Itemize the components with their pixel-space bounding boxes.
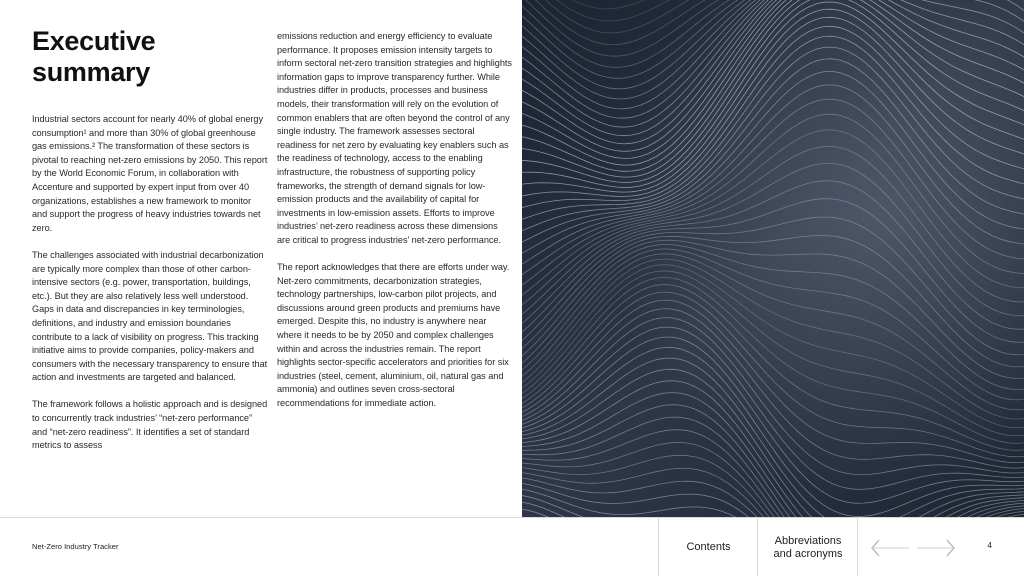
wave-lines-graphic [522,0,1024,517]
page-title: Executive summary [32,26,156,87]
paragraph: The report acknowledges that there are efforts under way. Net-zero commitments, decarbonization strategies, technology partnerships, low-carbon pilot projects, and discussions around green products and premiums have emerged. Despite this, no industry is anywhere near where it needs to be by 2050 and complex challenges within and across the industries remain. The report highlights sector-specific accelerators and priorities for six industries (steel, cement, aluminium, oil, natural gas and ammonia) and outlines seven cross-sectoral recommendations for immediate action. [277,262,510,409]
arrow-right-icon [913,537,957,559]
contents-link[interactable]: Contents [658,518,758,576]
paragraph: Industrial sectors account for nearly 40% of global energy consumption¹ and more than 30% of global greenhouse gas emissions.² The transformation of these sectors is pivotal to reaching net-zero emissions by 2050. This report by the World Economic Forum, in collaboration with Accenture and supported by expert input from over 40 organizations, establishes a new framework to monitor and support the progress of heavy industries towards net zero. [32,114,268,233]
page-navigation [857,518,968,576]
footer-document-title: Net-Zero Industry Tracker [32,542,119,551]
footer-bar [0,517,1024,576]
previous-page-button[interactable] [869,524,913,572]
page-number: 4 [987,541,992,550]
hero-wave-image [522,0,1024,517]
abbreviations-link[interactable]: Abbreviations and acronyms [757,518,858,576]
paragraph: The challenges associated with industrial decarbonization are typically more complex than those of other carbon-intensive sectors (e.g. power, transportation, buildings, etc.). But they are also relatively less well understood. Gaps in data and discrepancies in key terminologies, definitions, and industry and emission boundaries contribute to a lack of visibility on progress. This tracking initiative aims to provide companies, policy-makers and consumers with the necessary transparency to ensure that action and investments are targeted and balanced. [32,249,268,383]
next-page-button[interactable] [913,524,957,572]
paragraph: emissions reduction and energy efficiency to evaluate performance. It proposes emission intensity targets to inform sectoral net-zero transition strategies and highlights information gaps to improve transparency further. While industries differ in products, processes and business models, their transformation will rely on the evolution of common enablers that are often beyond the control of any single industry. The framework assesses sectoral readiness for net zero by evaluating key enablers such as the readiness of technology, access to the enabling infrastructure, the robustness of supporting policy frameworks, the strength of demand signals for low-emission products and the availability of capital for investments in low-emission assets. Efforts to improve industries’ net-zero readiness across these dimensions are critical to progress industries’ net-zero performance. [277,31,512,245]
body-column-left [32,113,268,453]
paragraph: The framework follows a holistic approach and is designed to concurrently track industries’ “net-zero performance” and “net-zero readiness”. It identifies a set of standard metrics to assess [32,399,268,451]
arrow-left-icon [869,537,913,559]
hero-glow [522,0,1024,517]
body-column-right [277,30,513,411]
